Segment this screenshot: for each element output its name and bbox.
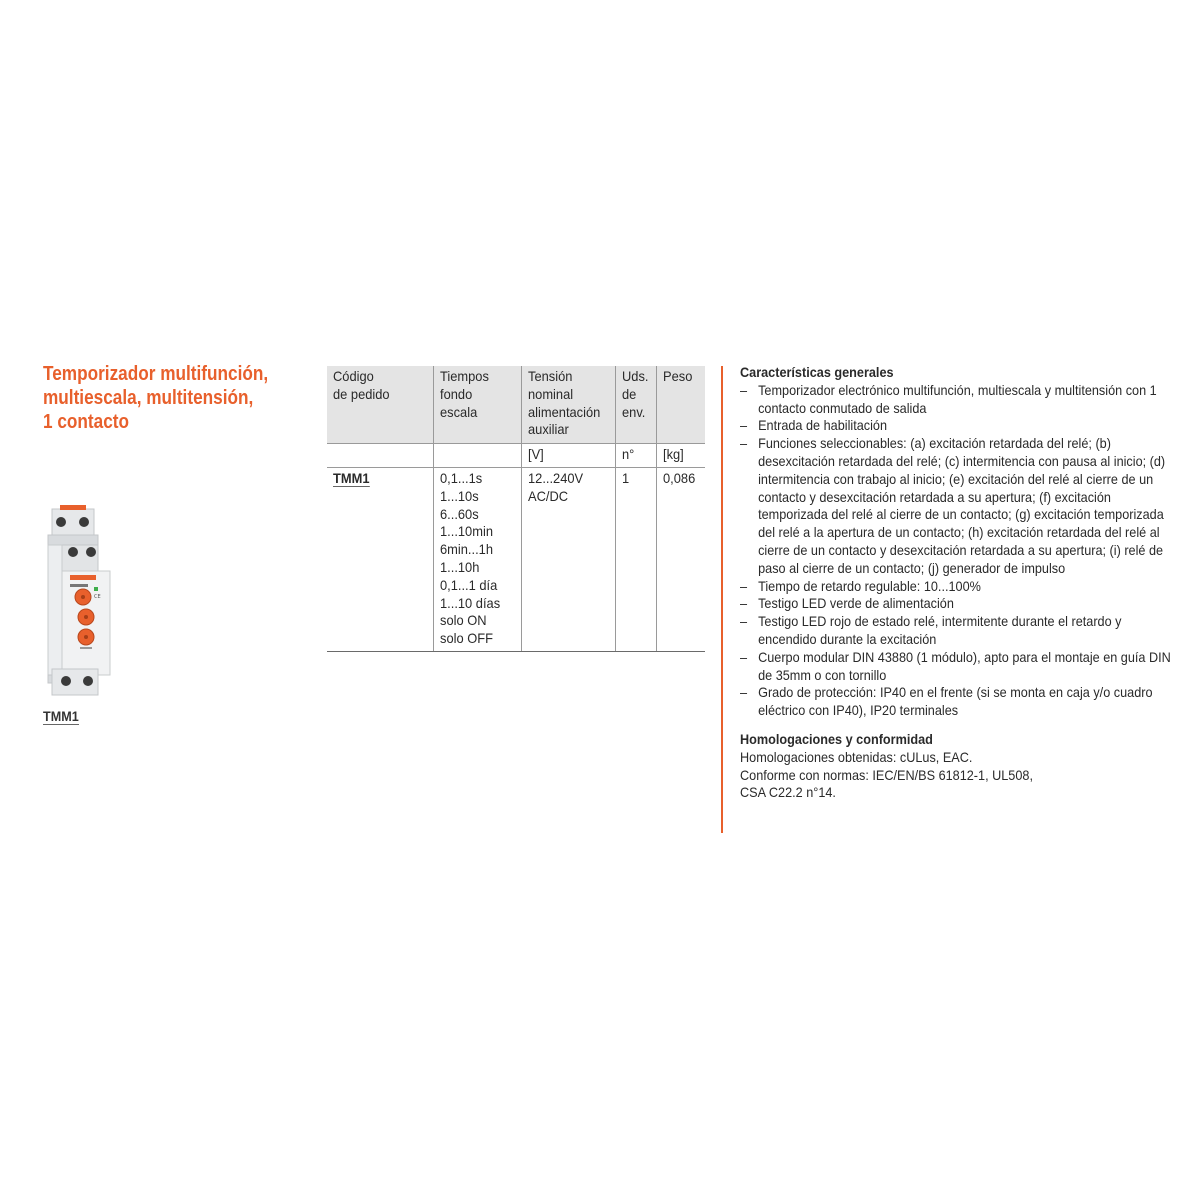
svg-text:CE: CE	[94, 594, 101, 600]
unit-voltage: [V]	[521, 444, 615, 467]
homologations-heading: Homologaciones y conformidad	[740, 730, 933, 747]
list-item: – Funciones seleccionables: (a) excitación retardada del relé; (b) desexcitación retardada del relé; (c) intermitencia con pausa al inicio; (d) intermitencia con trabajo al inicio; (e) excitación del relé al cierre de un contacto y desexcitación retardada a su apertura; (f) excitación temporizada del relé al cierre de un contacto; (g) excitación temporizada del relé a la apertura de un contacto; (h) excitación retardada del relé al cierre de un contacto y desexcitación retardada a su apertura; (i) relé de paso al cierre de un contacto; (j) generador de impulso	[740, 435, 1180, 577]
device-code-label: TMM1	[43, 708, 79, 724]
cell-time-scales	[433, 468, 521, 651]
table-row	[327, 468, 705, 651]
header-time-scale: Tiempos fondo escala	[433, 366, 521, 443]
time-scale-item: solo ON	[440, 612, 487, 629]
list-item: – Cuerpo modular DIN 43880 (1 módulo), apto para el montaje en guía DIN de 35mm o con tornillo	[740, 649, 1180, 685]
cell-order-code	[327, 468, 433, 651]
product-table	[327, 366, 705, 652]
list-item: – Grado de protección: IP40 en el frente (si se monta en caja y/o cuadro eléctrico con IP40), IP20 terminales	[740, 684, 1180, 720]
list-item: – Testigo LED verde de alimentación	[740, 595, 1180, 613]
cell-pack-units: 1	[615, 468, 656, 651]
homologations-section	[740, 731, 1180, 802]
voltage-line: AC/DC	[528, 487, 569, 504]
product-title	[43, 362, 292, 434]
characteristics-heading: Características generales	[740, 364, 894, 380]
time-scale-item: 6min...1h	[440, 541, 493, 558]
voltage-line: 12...240V	[528, 470, 584, 486]
unit-order-code	[327, 444, 433, 467]
time-scale-item: 0,1...1s	[440, 470, 483, 486]
timer-relay-image	[46, 505, 112, 697]
list-item: – Tiempo de retardo regulable: 10...100%	[740, 578, 1180, 596]
unit-time-scale	[433, 444, 521, 467]
time-scale-item: 6...60s	[440, 505, 479, 522]
list-item: – Entrada de habilitación	[740, 417, 1180, 435]
homologations-line: Conforme con normas: IEC/EN/BS 61812-1, UL508,	[740, 766, 1033, 783]
title-line-1: Temporizador multifunción,	[43, 363, 269, 385]
time-scale-item: 0,1...1 día	[440, 576, 498, 593]
list-item: – Testigo LED rojo de estado relé, intermitente durante el retardo y encendido durante la excitación	[740, 613, 1180, 649]
header-order-code: Código de pedido	[333, 368, 390, 402]
time-scale-item: 1...10 días	[440, 594, 501, 611]
header-weight: Peso	[656, 366, 705, 443]
table-units-row	[327, 443, 705, 468]
time-scale-item: 1...10min	[440, 523, 493, 540]
homologations-line: CSA C22.2 n°14.	[740, 784, 836, 801]
time-scale-item: 1...10s	[440, 487, 479, 504]
characteristics-list	[740, 382, 1180, 720]
characteristics-panel	[740, 364, 1180, 802]
time-scale-item: 1...10h	[440, 558, 480, 575]
list-item: – Temporizador electrónico multifunción, multiescala y multitensión con 1 contacto conmutado de salida	[740, 382, 1180, 418]
time-scale-item: solo OFF	[440, 630, 493, 647]
header-pack-units: Uds. de env.	[615, 366, 656, 443]
title-line-2: multiescala, multitensión,	[43, 387, 254, 409]
title-line-3: 1 contacto	[43, 411, 130, 433]
unit-pack-units: n°	[615, 444, 656, 467]
cell-voltage	[521, 468, 615, 651]
table-header-row	[327, 366, 705, 443]
cell-weight: 0,086	[656, 468, 705, 651]
unit-weight: [kg]	[656, 444, 705, 467]
homologations-line: Homologaciones obtenidas: cULus, EAC.	[740, 748, 973, 765]
header-voltage: Tensión nominal alimentación auxiliar	[521, 366, 615, 443]
order-code: TMM1	[333, 470, 370, 486]
section-divider	[721, 366, 723, 833]
